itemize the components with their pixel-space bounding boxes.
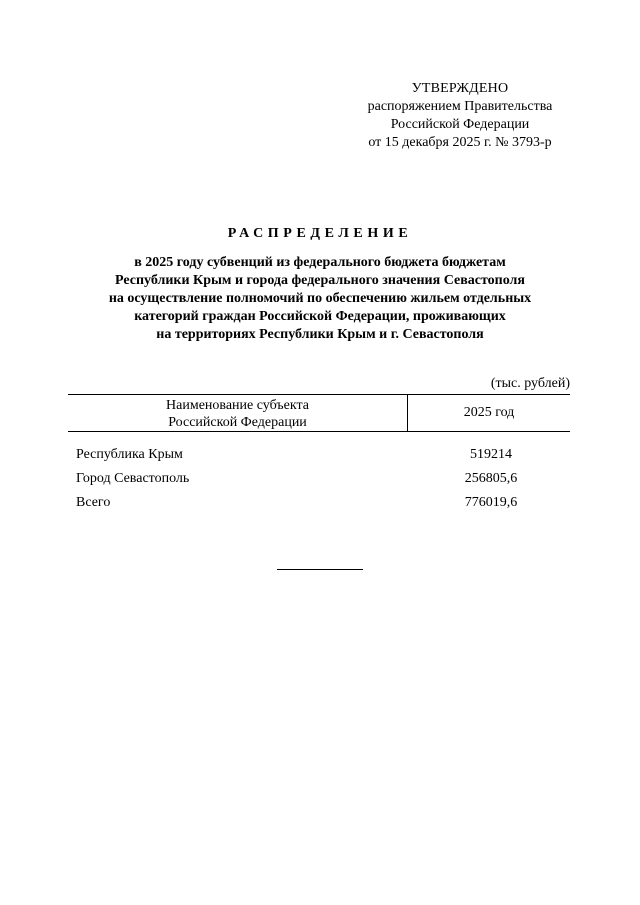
column-header-year: 2025 год [463, 405, 515, 420]
approval-line-2: Российской Федерации [390, 117, 530, 132]
heading-line-5: на территориях Республики Крым и г. Севастополя [156, 327, 484, 342]
row-value: 519214 [470, 447, 512, 462]
document-title: РАСПРЕДЕЛЕНИЕ [227, 226, 413, 241]
table-body [76, 446, 570, 518]
column-header-name-line-1: Наименование субъекта [166, 398, 309, 413]
table-row-total [76, 494, 570, 518]
approval-line-1: распоряжением Правительства [367, 99, 553, 114]
heading-line-3: на осуществление полномочий по обеспечению жильем отдельных [108, 291, 532, 306]
row-name: Республика Крым [76, 447, 183, 462]
heading-line-1: в 2025 году субвенций из федерального бюджета бюджетам [134, 255, 506, 270]
heading-line-4: категорий граждан Российской Федерации, проживающих [134, 309, 506, 324]
approval-line-3: от 15 декабря 2025 г. № 3793-р [368, 135, 552, 150]
heading-line-2: Республики Крым и города федерального значения Севастополя [115, 273, 525, 288]
row-value: 776019,6 [464, 495, 518, 510]
end-divider [277, 569, 363, 570]
table-row [76, 446, 570, 470]
row-name: Город Севастополь [76, 471, 190, 486]
document-heading [40, 226, 600, 344]
row-value: 256805,6 [464, 471, 518, 486]
approval-title: УТВЕРЖДЕНО [411, 81, 509, 96]
column-header-name [68, 395, 408, 431]
units-label: (тыс. рублей) [490, 376, 570, 391]
table-header [68, 394, 570, 432]
row-name: Всего [76, 495, 111, 510]
approval-stamp [330, 80, 590, 152]
column-header-name-line-2: Российской Федерации [168, 415, 307, 430]
table-row [76, 470, 570, 494]
